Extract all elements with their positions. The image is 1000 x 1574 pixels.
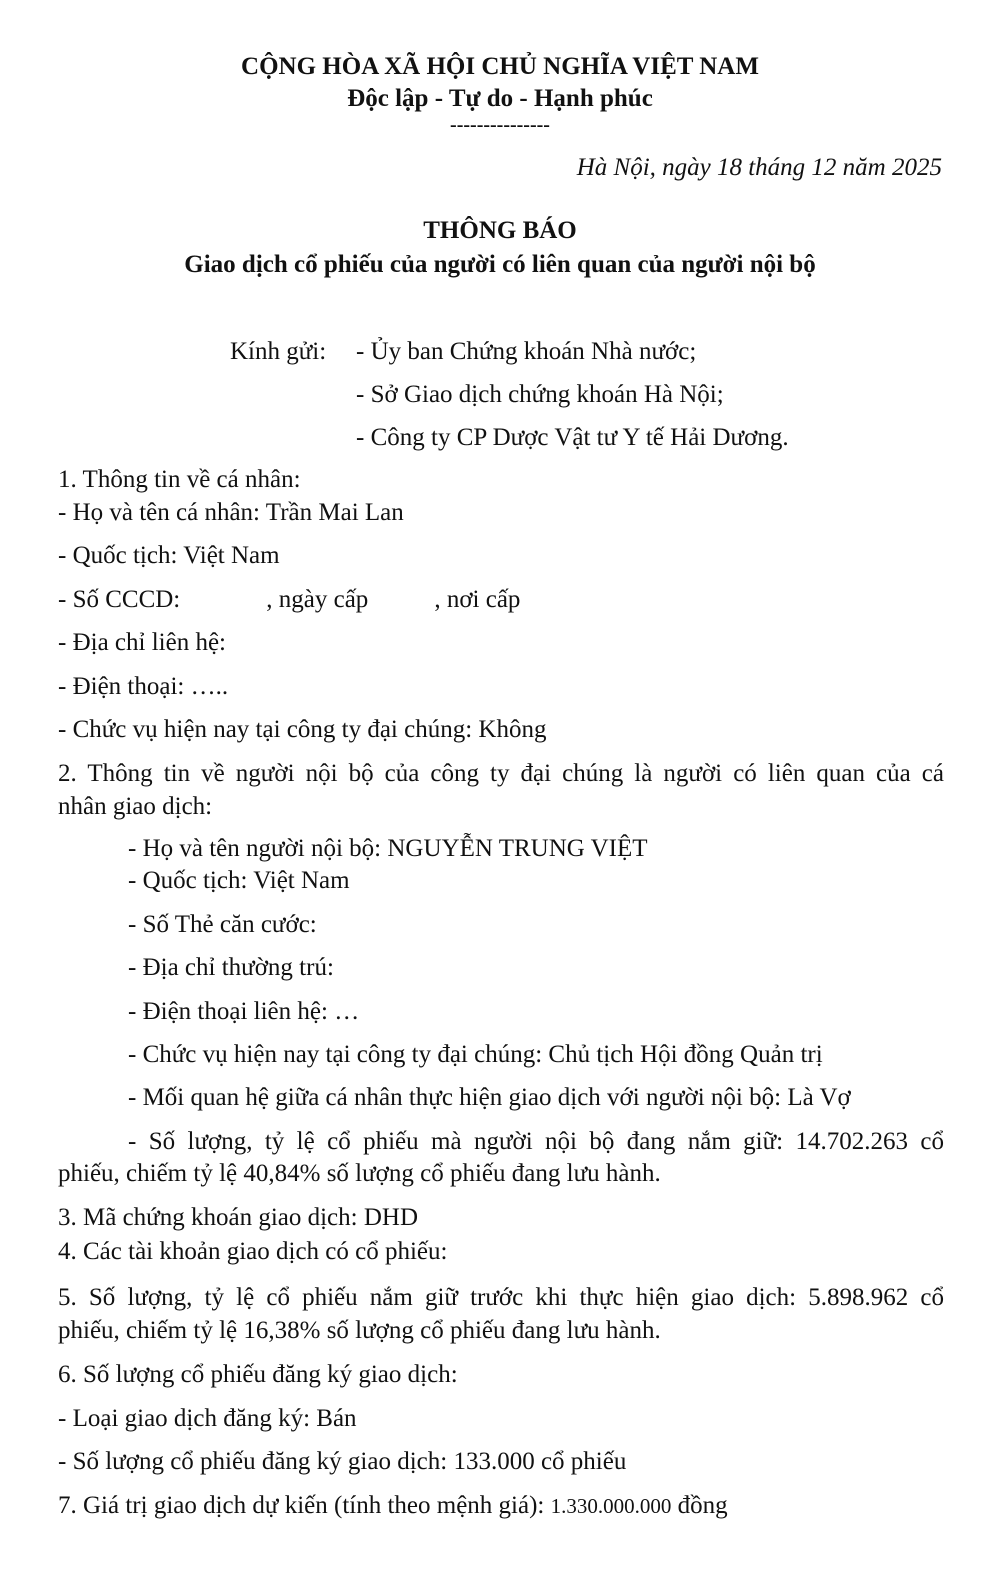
transaction-type: - Loại giao dịch đăng ký: Bán	[58, 1405, 357, 1432]
id-label: - Số CCCD:	[58, 586, 181, 613]
recipient-item: - Công ty CP Dược Vật tư Y tế Hải Dương.	[356, 424, 789, 451]
security-code: 3. Mã chứng khoán giao dịch: DHD	[58, 1204, 419, 1231]
individual-name: - Họ và tên cá nhân: Trần Mai Lan	[58, 499, 404, 526]
insider-name: - Họ và tên người nội bộ: NGUYỄN TRUNG VIỆT	[128, 835, 648, 862]
insider-holding-line2: phiếu, chiếm tỷ lệ 40,84% số lượng cổ phiếu đang lưu hành.	[58, 1160, 661, 1187]
place-date: Hà Nội, ngày 18 tháng 12 năm 2025	[576, 154, 942, 181]
pre-trade-holding-line2: phiếu, chiếm tỷ lệ 16,38% số lượng cổ phiếu đang lưu hành.	[58, 1317, 661, 1344]
insider-address: - Địa chỉ thường trú:	[128, 954, 334, 981]
section6-heading: 6. Số lượng cổ phiếu đăng ký giao dịch:	[58, 1361, 458, 1388]
section2-heading-line2: nhân giao dịch:	[58, 793, 213, 820]
expected-value-unit: đồng	[677, 1492, 728, 1519]
section2-heading-line1: 2. Thông tin về người nội bộ của công ty đại chúng là người có liên quan của cá	[58, 760, 944, 787]
individual-phone: - Điện thoại: …..	[58, 673, 229, 700]
recipient-item: - Ủy ban Chứng khoán Nhà nước;	[356, 338, 697, 365]
individual-address: - Địa chỉ liên hệ:	[58, 629, 226, 656]
insider-id: - Số Thẻ căn cước:	[128, 911, 317, 938]
expected-value-amount: 1.330.000.000	[550, 1494, 672, 1518]
header-separator: ---------------	[450, 114, 550, 136]
pre-trade-holding-line1: 5. Số lượng, tỷ lệ cổ phiếu nắm giữ trước khi thực hiện giao dịch: 5.898.962 cổ	[58, 1284, 944, 1311]
insider-nationality: - Quốc tịch: Việt Nam	[128, 867, 350, 894]
document-title: THÔNG BÁO	[423, 217, 577, 244]
insider-phone: - Điện thoại liên hệ: …	[128, 998, 360, 1025]
insider-position: - Chức vụ hiện nay tại công ty đại chúng: Chủ tịch Hội đồng Quản trị	[128, 1041, 823, 1068]
insider-holding-line1: - Số lượng, tỷ lệ cổ phiếu mà người nội bộ đang nắm giữ: 14.702.263 cổ	[128, 1128, 944, 1155]
individual-id-line	[58, 585, 520, 615]
individual-position: - Chức vụ hiện nay tại công ty đại chúng: Không	[58, 716, 547, 743]
recipients-label: Kính gửi:	[230, 338, 327, 365]
document-subtitle: Giao dịch cổ phiếu của người có liên quan của người nội bộ	[184, 251, 816, 278]
trading-accounts: 4. Các tài khoản giao dịch có cổ phiếu:	[58, 1238, 448, 1265]
registered-quantity: - Số lượng cổ phiếu đăng ký giao dịch: 133.000 cổ phiếu	[58, 1448, 627, 1475]
section1-heading: 1. Thông tin về cá nhân:	[58, 466, 301, 493]
expected-value-line	[58, 1491, 728, 1521]
id-place: , nơi cấp	[434, 586, 521, 613]
recipient-item: - Sở Giao dịch chứng khoán Hà Nội;	[356, 381, 724, 408]
individual-nationality: - Quốc tịch: Việt Nam	[58, 542, 280, 569]
id-date: , ngày cấp	[266, 586, 369, 613]
national-motto: Độc lập - Tự do - Hạnh phúc	[347, 85, 653, 112]
expected-value-label: 7. Giá trị giao dịch dự kiến (tính theo mệnh giá):	[58, 1492, 545, 1519]
insider-relationship: - Mối quan hệ giữa cá nhân thực hiện giao dịch với người nội bộ: Là Vợ	[128, 1084, 851, 1111]
country-name: CỘNG HÒA XÃ HỘI CHỦ NGHĨA VIỆT NAM	[241, 53, 759, 80]
